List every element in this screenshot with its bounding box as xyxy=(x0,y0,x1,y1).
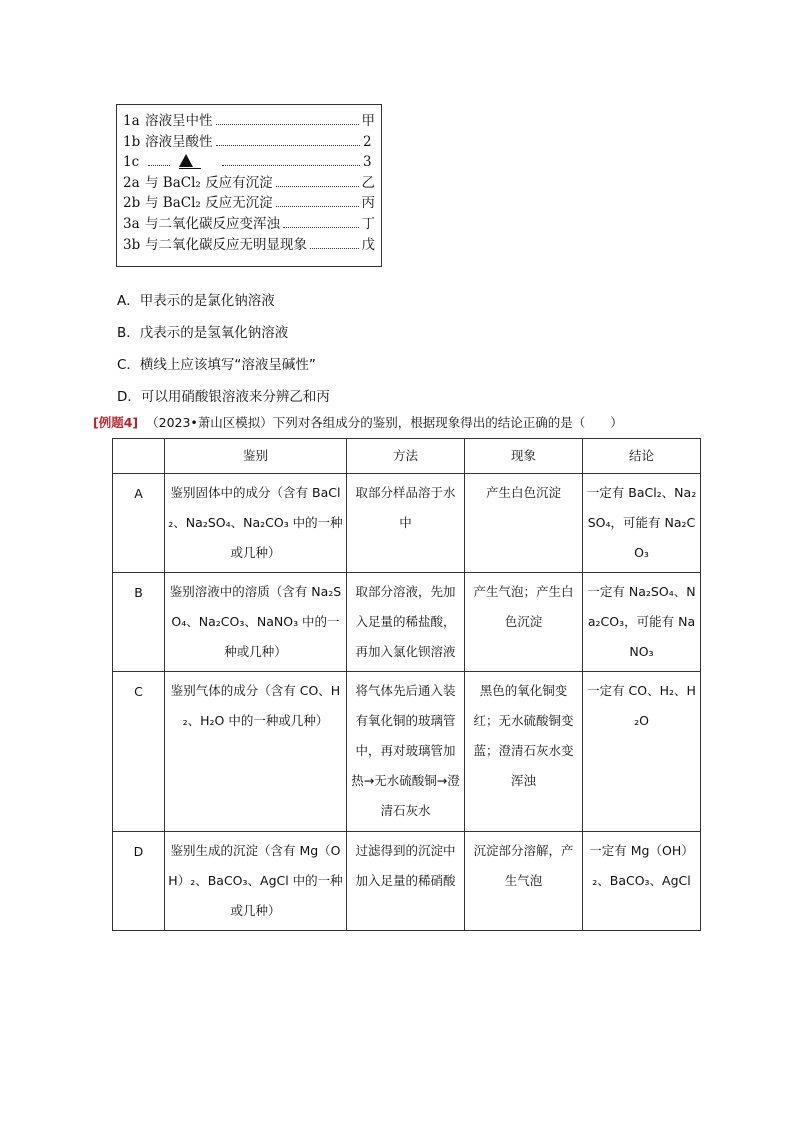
key-dot-leader xyxy=(276,186,359,187)
blank-underline xyxy=(179,168,201,169)
table-cell: 一定有 CO、H₂、H₂O xyxy=(583,672,701,832)
table-header-cell: 结论 xyxy=(583,439,701,474)
table-row xyxy=(113,474,701,573)
table-cell-label: B xyxy=(113,573,165,672)
key-dot-leader xyxy=(222,165,360,166)
table-header-cell: 现象 xyxy=(465,439,583,474)
key-row-1b xyxy=(123,132,375,153)
key-result: 3 xyxy=(363,154,372,171)
table-cell-label: C xyxy=(113,672,165,832)
table-cell: 过滤得到的沉淀中加入足量的稀硝酸 xyxy=(347,832,465,931)
table-cell: 鉴别溶液中的溶质（含有 Na₂SO₄、Na₂CO₃、NaNO₃ 中的一种或几种） xyxy=(165,573,347,672)
key-text: 溶液呈酸性 xyxy=(145,133,213,150)
key-code: 3a xyxy=(123,215,140,232)
key-result: 丙 xyxy=(361,195,375,212)
key-dot-leader xyxy=(276,206,359,207)
key-result: 戊 xyxy=(361,236,375,253)
key-text: 与二氧化碳反应变浑浊 xyxy=(145,215,280,232)
key-text: 与 BaCl₂ 反应无沉淀 xyxy=(145,195,273,212)
table-header-row xyxy=(113,439,701,474)
dichotomous-key-box xyxy=(116,104,382,267)
key-row-3a xyxy=(123,214,375,235)
table-row xyxy=(113,832,701,931)
key-text: 与 BaCl₂ 反应有沉淀 xyxy=(145,174,273,191)
example-tag: [例题4] xyxy=(93,415,139,430)
key-dot-leader xyxy=(148,165,170,166)
blank-triangle-icon xyxy=(179,154,193,167)
key-row-2a xyxy=(123,173,375,194)
key-text: 溶液呈中性 xyxy=(145,113,213,129)
table-cell: 沉淀部分溶解，产生气泡 xyxy=(465,832,583,931)
key-dot-leader xyxy=(216,124,359,125)
table-cell: 黑色的氧化铜变红；无水硫酸铜变蓝；澄清石灰水变浑浊 xyxy=(465,672,583,832)
identification-table xyxy=(112,438,701,931)
option-a: A．甲表示的是氯化钠溶液 xyxy=(117,293,275,309)
table-cell: 鉴别生成的沉淀（含有 Mg（OH）₂、BaCO₃、AgCl 中的一种或几种） xyxy=(165,832,347,931)
table-cell: 将气体先后通入装有氧化铜的玻璃管中，再对玻璃管加热→无水硫酸铜→澄清石灰水 xyxy=(347,672,465,832)
table-cell: 取部分样品溶于水中 xyxy=(347,474,465,573)
key-code: 2b xyxy=(123,195,141,212)
key-result: 乙 xyxy=(361,174,375,191)
key-code: 1b xyxy=(123,133,141,150)
key-dot-leader xyxy=(310,248,359,249)
key-text: 与二氧化碳反应无明显现象 xyxy=(145,236,307,253)
key-result: 2 xyxy=(363,133,372,150)
table-cell: 取部分溶液，先加入足量的稀盐酸，再加入氯化钡溶液 xyxy=(347,573,465,672)
option-d: D．可以用硝酸银溶液来分辨乙和丙 xyxy=(117,389,330,405)
key-row-2b xyxy=(123,193,375,214)
example-stem: （2023•萧山区模拟）下列对各组成分的鉴别，根据现象得出的结论正确的是（ ） xyxy=(146,415,623,430)
key-code: 1a xyxy=(123,113,140,129)
table-cell: 产生白色沉淀 xyxy=(465,474,583,573)
table-cell-label: A xyxy=(113,474,165,573)
table-cell: 鉴别气体的成分（含有 CO、H₂、H₂O 中的一种或几种） xyxy=(165,672,347,832)
table-cell: 一定有 Mg（OH）₂、BaCO₃、AgCl xyxy=(583,832,701,931)
key-code: 3b xyxy=(123,236,141,253)
key-code: 1c xyxy=(123,154,140,171)
table-header-cell xyxy=(113,439,165,474)
key-row-1c xyxy=(123,152,375,173)
option-b: B．戊表示的是氢氧化钠溶液 xyxy=(117,325,289,341)
example-question xyxy=(93,413,623,431)
key-dot-leader xyxy=(216,145,361,146)
table-row xyxy=(113,573,701,672)
table-cell: 产生气泡；产生白色沉淀 xyxy=(465,573,583,672)
table-cell-label: D xyxy=(113,832,165,931)
key-row-1a xyxy=(123,111,375,132)
table-row xyxy=(113,672,701,832)
key-result: 丁 xyxy=(361,215,375,232)
table-header-cell: 方法 xyxy=(347,439,465,474)
key-result: 甲 xyxy=(361,113,375,129)
table-cell: 鉴别固体中的成分（含有 BaCl₂、Na₂SO₄、Na₂CO₃ 中的一种或几种） xyxy=(165,474,347,573)
key-code: 2a xyxy=(123,174,140,191)
key-row-3b xyxy=(123,235,375,256)
table-cell: 一定有 Na₂SO₄、Na₂CO₃，可能有 NaNO₃ xyxy=(583,573,701,672)
option-c: C．横线上应该填写“溶液呈碱性” xyxy=(117,357,316,373)
key-dot-leader xyxy=(283,227,359,228)
table-cell: 一定有 BaCl₂、Na₂SO₄，可能有 Na₂CO₃ xyxy=(583,474,701,573)
table-header-cell: 鉴别 xyxy=(165,439,347,474)
